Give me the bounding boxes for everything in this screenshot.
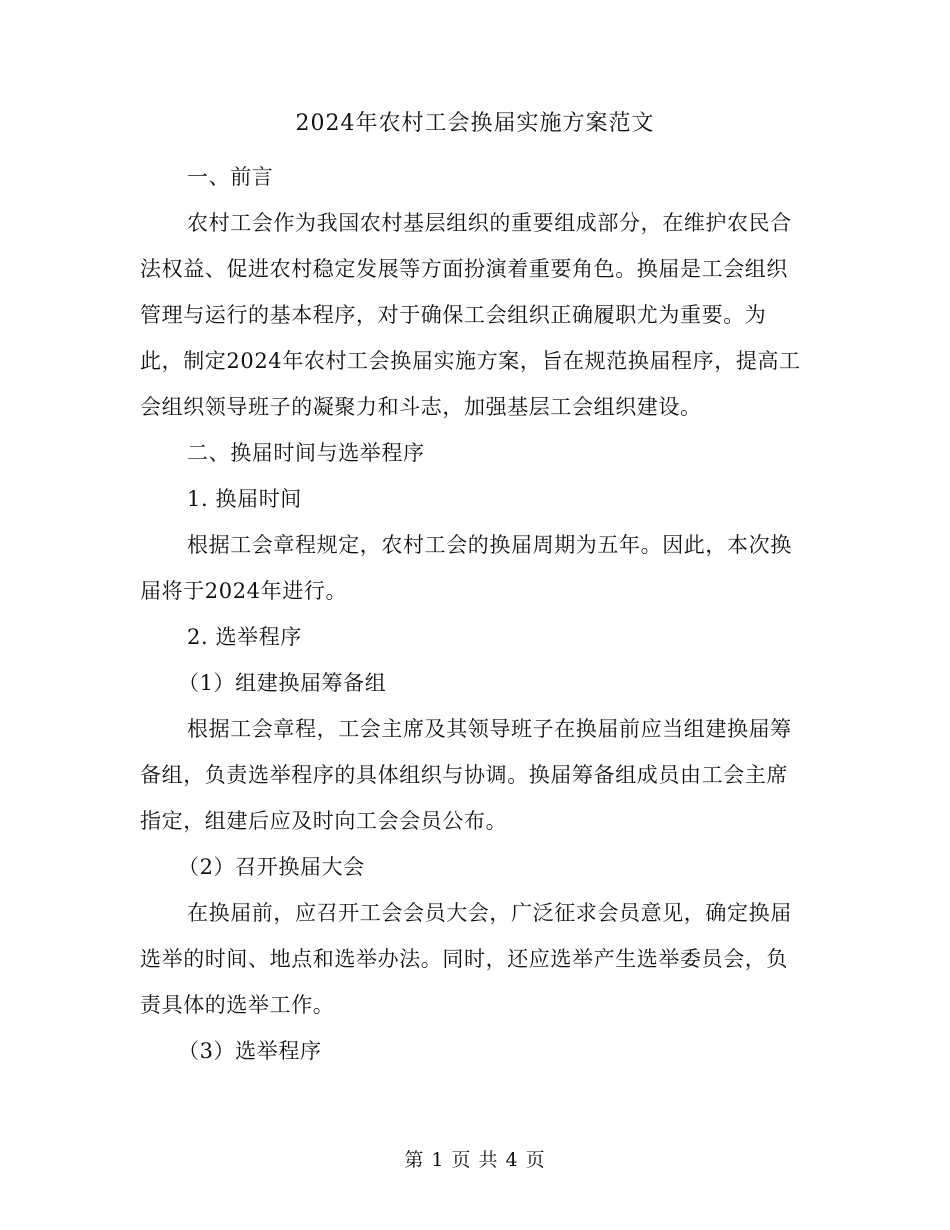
subsection-heading: 1. 换届时间 <box>187 487 302 511</box>
document-title: 2024年农村工会换届实施方案范文 <box>295 111 655 136</box>
body-paragraph: 根据工会章程规定，农村工会的换届周期为五年。因此，本次换届将于2024年进行。 <box>140 533 792 603</box>
section-heading: 二、换届时间与选举程序 <box>187 441 425 465</box>
document-body <box>140 154 808 1074</box>
item-heading: （3）选举程序 <box>178 1039 322 1063</box>
item-heading: （1）组建换届筹备组 <box>178 671 387 695</box>
page-footer: 第 1 页 共 4 页 <box>404 1149 546 1171</box>
subsection-heading: 2. 选举程序 <box>187 625 302 649</box>
section-heading: 一、前言 <box>187 165 274 189</box>
body-paragraph: 农村工会作为我国农村基层组织的重要组成部分，在维护农民合法权益、促进农村稳定发展等方面扮演着重要角色。换届是工会组织管理与运行的基本程序，对于确保工会组织正确履职尤为重要。为此，制定2024年农村工会换届实施方案，旨在规范换届程序，提高工会组织领导班子的凝聚力和斗志，加强基层工会组织建设。 <box>140 211 801 419</box>
body-paragraph: 根据工会章程，工会主席及其领导班子在换届前应当组建换届筹备组，负责选举程序的具体组织与协调。换届筹备组成员由工会主席指定，组建后应及时向工会会员公布。 <box>140 717 792 833</box>
item-heading: （2）召开换届大会 <box>178 855 365 879</box>
body-paragraph: 在换届前，应召开工会会员大会，广泛征求会员意见，确定换届选举的时间、地点和选举办法。同时，还应选举产生选举委员会，负责具体的选举工作。 <box>140 901 792 1017</box>
